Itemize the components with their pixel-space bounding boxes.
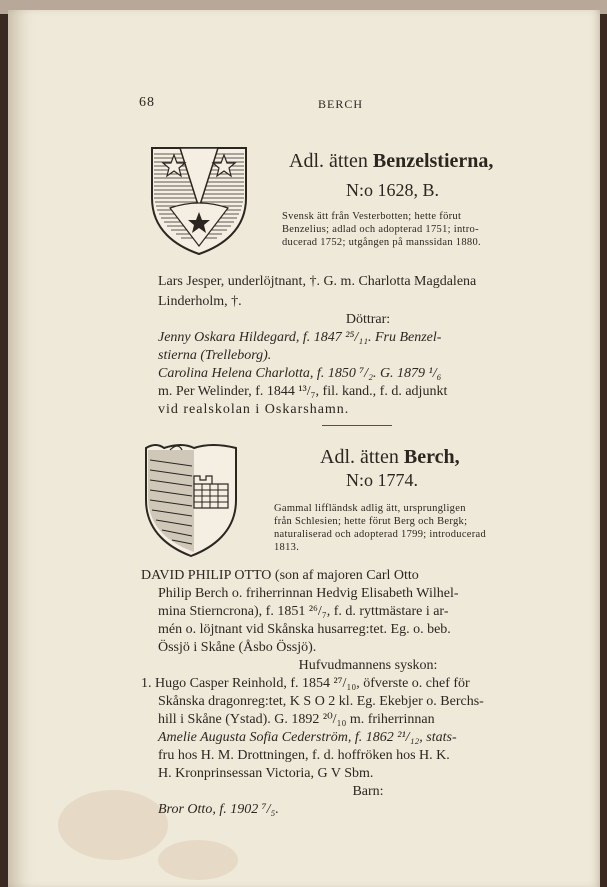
sibling-line: hill i Skåne (Ystad). G. 1892 ²⁰/₁₀ m. friherrinnan [158, 712, 435, 727]
note-line: 1813. [274, 542, 300, 553]
sibling-line: fru hos H. M. Drottningen, f. d. hoffröken hos H. K. [158, 748, 450, 763]
family-name: Berch, [403, 446, 460, 468]
page-number: 68 [139, 95, 155, 110]
benzelstierna-note [282, 210, 582, 249]
note-line: naturaliserad och adopterad 1799; introducerad [274, 529, 487, 540]
note-line: från Schlesien; hette förut Berg och Bergk; [274, 516, 468, 527]
note-line: Gammal liffländsk adlig ätt, ursprungligen [274, 503, 466, 514]
berch-head-line: DAVID PHILIP OTTO (son af majoren Carl Otto [141, 568, 419, 583]
berch-head-line: mina Stierncrona), f. 1851 ²⁶/₇, f. d. ryttmästare i ar- [158, 604, 449, 619]
berch-note [274, 502, 582, 554]
berch-coat-of-arms-icon [142, 440, 240, 558]
daughter-line: vid realskolan i Oskarshamn. [158, 402, 350, 417]
sibling-line: Skånska dragonreg:tet, K S O 2 kl. Eg. Ekebjer o. Berchs- [158, 694, 484, 709]
berch-head-line: mén o. löjtnant vid Skånska husarreg:tet. Eg. o. beb. [158, 622, 451, 637]
daughter-line: Jenny Oskara Hildegard, f. 1847 ²⁵/₁₁. Fru Benzel- [158, 330, 442, 345]
paper-stain [58, 790, 168, 860]
section-divider [322, 425, 392, 426]
berch-head-line: Össjö i Skåne (Åsbo Össjö). [158, 640, 317, 655]
family-name: Benzelstierna, [372, 150, 494, 172]
daughter-line: stierna (Trelleborg). [158, 348, 272, 363]
daughters-heading: Döttrar: [345, 312, 391, 327]
sibling-line: 1. Hugo Casper Reinhold, f. 1854 ²⁷/₁₀, öfverste o. chef för [141, 676, 470, 691]
paper-stain [158, 840, 238, 880]
siblings-heading: Hufvudmannens syskon: [298, 658, 438, 673]
title-prefix: Adl. ätten [320, 446, 399, 468]
benzelstierna-number: N:o 1628, B. [346, 180, 440, 200]
note-line: ducerad 1752; utgången på manssidan 1880. [282, 237, 481, 248]
title-prefix: Adl. ätten [289, 150, 368, 172]
benzelstierna-head-line: Lars Jesper, underlöjtnant, †. G. m. Charlotta Magdalena [158, 274, 477, 289]
daughter-line: Carolina Helena Charlotta, f. 1850 ⁷/₂. G. 1879 ¹/₆ [158, 366, 442, 381]
note-line: Benzelius; adlad och adopterad 1751; intro- [282, 224, 479, 235]
benzelstierna-coat-of-arms-icon [150, 146, 248, 256]
berch-number: N:o 1774. [346, 470, 418, 490]
sibling-line: Amelie Augusta Sofia Cederström, f. 1862 ²¹/₁₂, stats- [158, 730, 457, 745]
berch-title [320, 446, 460, 469]
daughter-line: m. Per Welinder, f. 1844 ¹³/₇, fil. kand., f. d. adjunkt [158, 384, 448, 399]
berch-head-line: Philip Berch o. friherrinnan Hedvig Elisabeth Wilhel- [158, 586, 459, 601]
benzelstierna-title [289, 150, 493, 173]
children-heading: Barn: [352, 784, 384, 799]
benzelstierna-head-line: Linderholm, †. [158, 294, 242, 309]
child-line: Bror Otto, f. 1902 ⁷/₅. [158, 802, 279, 817]
running-head: BERCH [318, 97, 364, 111]
note-line: Svensk ätt från Vesterbotten; hette förut [282, 211, 462, 222]
sibling-line: H. Kronprinsessan Victoria, G V Sbm. [158, 766, 374, 781]
